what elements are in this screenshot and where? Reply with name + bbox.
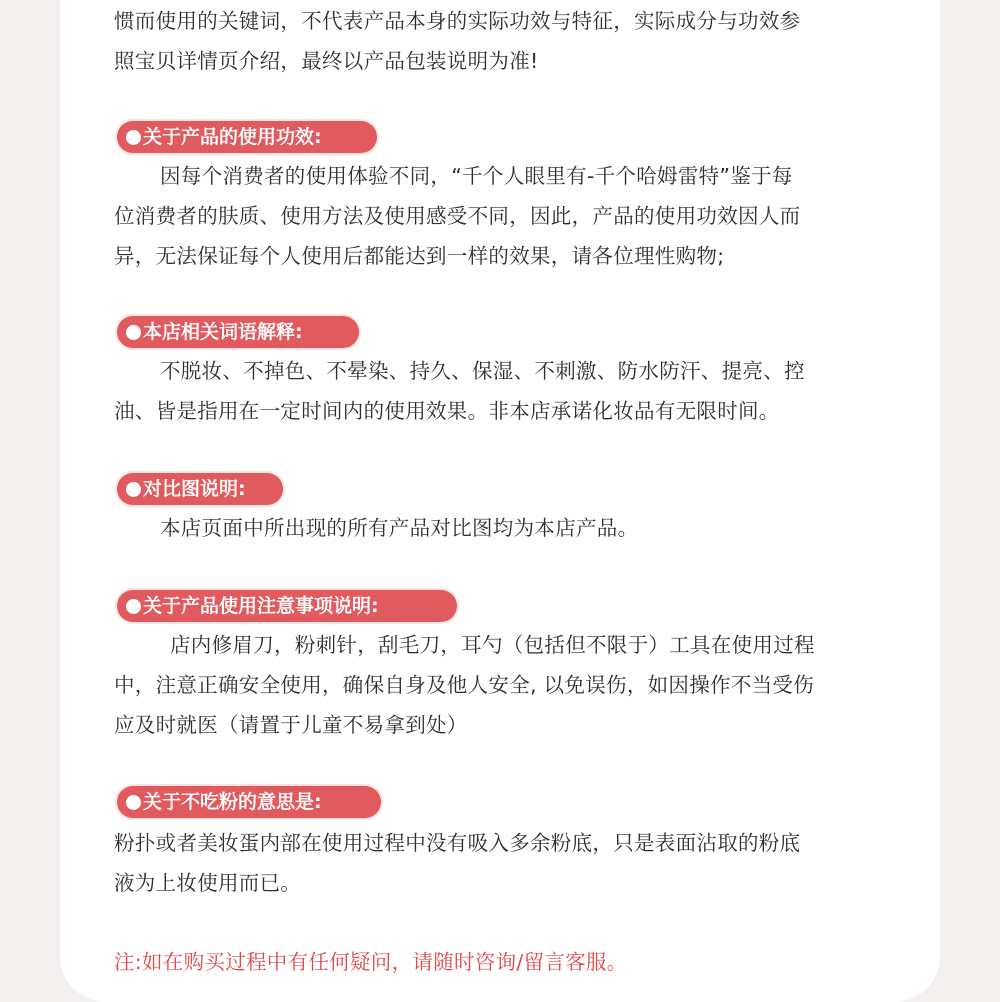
section-line: 本店页面中所出现的所有产品对比图均为本店产品。 xyxy=(160,516,639,540)
section-heading-badge xyxy=(117,786,381,818)
section-line: 不脱妆、不掉色、不晕染、持久、保湿、不刺激、防水防汗、提亮、控 xyxy=(160,359,805,383)
section-line: 粉扑或者美妆蛋内部在使用过程中没有吸入多余粉底，只是表面沾取的粉底 xyxy=(114,831,801,855)
section-line: 液为上妆使用而已。 xyxy=(114,871,302,895)
section-line: 店内修眉刀，粉刺针，刮毛刀，耳勺（包括但不限于）工具在使用过程 xyxy=(170,633,815,657)
section-heading-text: 关于产品使用注意事项说明: xyxy=(143,595,379,617)
section-line: 应及时就医（请置于儿童不易拿到处） xyxy=(114,713,468,737)
section-heading-badge xyxy=(117,590,457,622)
bullet-dot-icon xyxy=(126,795,141,810)
section-heading-text: 关于产品的使用功效: xyxy=(143,126,322,148)
section-heading-badge xyxy=(117,473,283,505)
section-heading-text: 本店相关词语解释: xyxy=(143,321,303,343)
section-line: 中，注意正确安全使用，确保自身及他人安全, 以免误伤，如因操作不当受伤 xyxy=(114,673,815,697)
bullet-dot-icon xyxy=(126,130,141,145)
section-heading-badge xyxy=(117,121,377,153)
section-line: 因每个消费者的使用体验不同，“千个人眼里有-千个哈姆雷特”鉴于每 xyxy=(160,164,793,188)
intro-line: 惯而使用的关键词，不代表产品本身的实际功效与特征，实际成分与功效参 xyxy=(114,9,801,33)
bullet-dot-icon xyxy=(126,325,141,340)
bullet-dot-icon xyxy=(126,599,141,614)
section-line: 油、皆是指用在一定时间内的使用效果。非本店承诺化妆品有无限时间。 xyxy=(114,399,780,423)
bullet-dot-icon xyxy=(126,482,141,497)
section-heading-badge xyxy=(117,316,359,348)
customer-service-note: 注:如在购买过程中有任何疑问，请随时咨询/留言客服。 xyxy=(114,950,628,974)
section-heading-text: 关于不吃粉的意思是: xyxy=(143,791,322,813)
section-line: 异，无法保证每个人使用后都能达到一样的效果，请各位理性购物; xyxy=(114,244,725,268)
section-heading-text: 对比图说明: xyxy=(143,478,246,500)
intro-line: 照宝贝详情页介绍，最终以产品包装说明为准! xyxy=(114,49,539,73)
section-line: 位消费者的肤质、使用方法及使用感受不同，因此，产品的使用功效因人而 xyxy=(114,204,801,228)
